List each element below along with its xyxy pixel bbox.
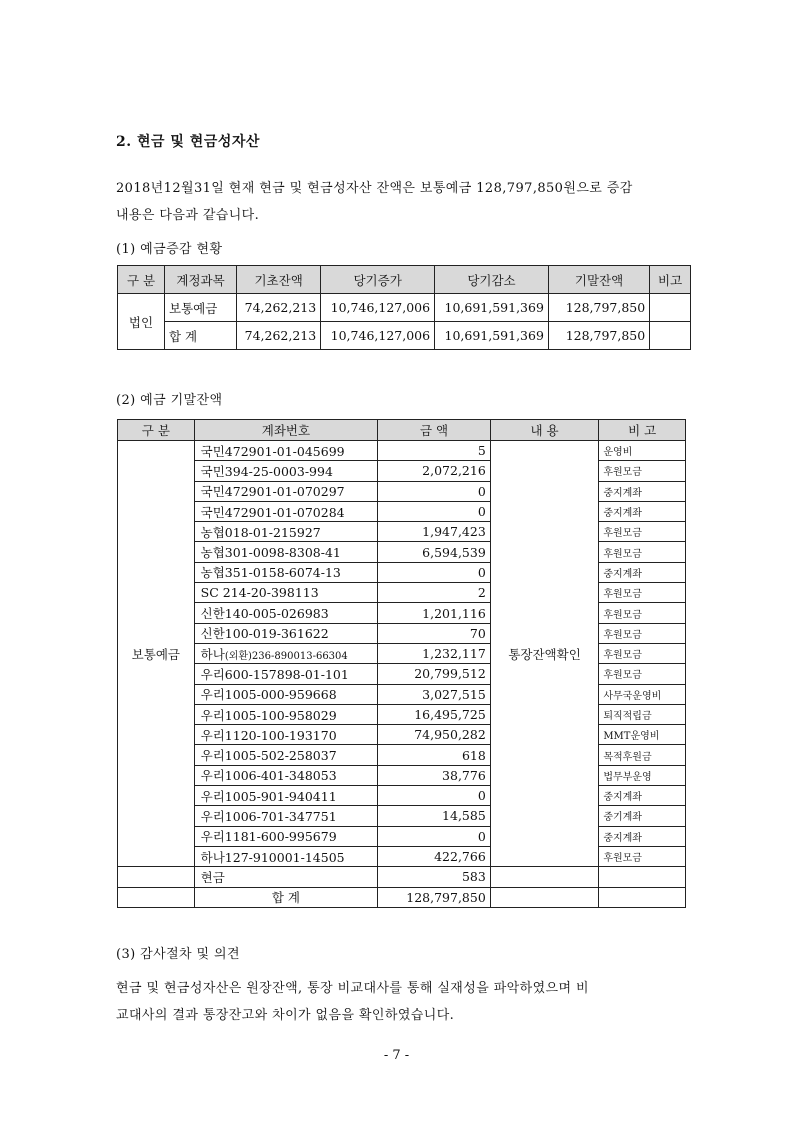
table-row (118, 562, 686, 582)
account-number-cell: 우리1005-901-940411 (194, 786, 378, 806)
empty-cell (118, 867, 195, 887)
decrease-cell: 10,691,591,369 (435, 294, 549, 322)
empty-cell (118, 887, 195, 907)
col-header-amount: 금 액 (378, 420, 491, 441)
amount-cell: 20,799,512 (378, 664, 491, 684)
table-row (118, 704, 686, 724)
account-number-cell: 신한100-019-361622 (194, 623, 378, 643)
note-cell: 후원모금 (599, 461, 686, 481)
account-number-cell: 우리1006-401-348053 (194, 765, 378, 785)
amount-cell: 0 (378, 786, 491, 806)
amount-cell: 0 (378, 826, 491, 846)
note-cell: 중지계좌 (599, 501, 686, 521)
note-cell (650, 322, 691, 350)
note-cell: 중기계좌 (599, 806, 686, 826)
note-cell: 후원모금 (599, 542, 686, 562)
amount-cell: 0 (378, 501, 491, 521)
table-row (118, 786, 686, 806)
amount-cell: 6,594,539 (378, 542, 491, 562)
account-number-cell: 하나127-910001-14505 (194, 846, 378, 866)
account-number-cell: 우리1005-000-959668 (194, 684, 378, 704)
table-row (118, 481, 686, 501)
note-cell: 후원모금 (599, 846, 686, 866)
account-number-cell: 우리1005-502-258037 (194, 745, 378, 765)
col-header-content: 내 용 (490, 420, 599, 441)
table-row (118, 623, 686, 643)
total-row (118, 887, 686, 907)
table-row (118, 846, 686, 866)
cash-row (118, 867, 686, 887)
amount-cell: 1,232,117 (378, 643, 491, 663)
cash-amount: 583 (378, 867, 491, 887)
account-number-cell: SC 214-20-398113 (194, 583, 378, 603)
account-number-cell (194, 643, 378, 663)
opinion-line-1: 현금 및 현금성자산은 원장잔액, 통장 비교대사를 통해 실재성을 파악하였으며 비 (116, 981, 589, 996)
empty-cell (599, 887, 686, 907)
account-number-cell: 농협351-0158-6074-13 (194, 562, 378, 582)
increase-cell: 10,746,127,006 (321, 322, 435, 350)
group-label: 보통예금 (118, 441, 195, 867)
table-row (118, 461, 686, 481)
account-cell: 합 계 (165, 322, 237, 350)
intro-line-2: 내용은 다음과 같습니다. (116, 208, 260, 223)
table-row (118, 322, 691, 350)
table-row (118, 684, 686, 704)
opening-cell: 74,262,213 (237, 294, 321, 322)
table-row (118, 725, 686, 745)
account-number-cell: 우리1181-600-995679 (194, 826, 378, 846)
col-header-increase: 당기증가 (321, 266, 435, 294)
table-row (118, 542, 686, 562)
amount-cell: 5 (378, 441, 491, 461)
group-label: 법인 (118, 294, 165, 350)
account-number-cell: 우리600-157898-01-101 (194, 664, 378, 684)
amount-cell: 1,201,116 (378, 603, 491, 623)
deposit-change-table (117, 265, 691, 350)
subsection-1-title: (1) 예금증감 현황 (116, 242, 223, 257)
empty-cell (490, 867, 599, 887)
amount-cell: 74,950,282 (378, 725, 491, 745)
note-cell: MMT운영비 (599, 725, 686, 745)
table-row (118, 522, 686, 542)
amount-cell: 2 (378, 583, 491, 603)
table-row (118, 643, 686, 663)
opening-cell: 74,262,213 (237, 322, 321, 350)
empty-cell (490, 887, 599, 907)
amount-cell: 70 (378, 623, 491, 643)
note-cell: 중지계좌 (599, 481, 686, 501)
amount-cell: 618 (378, 745, 491, 765)
account-prefix: 하나 (200, 646, 225, 662)
account-number-cell: 우리1005-100-958029 (194, 704, 378, 724)
deposit-balance-table (117, 419, 686, 908)
col-header-account: 계정과목 (165, 266, 237, 294)
account-number-cell: 국민472901-01-070297 (194, 481, 378, 501)
account-number-cell: 국민394-25-0003-994 (194, 461, 378, 481)
total-label: 합 계 (194, 887, 378, 907)
note-cell: 중지계좌 (599, 826, 686, 846)
account-number-cell: 농협018-01-215927 (194, 522, 378, 542)
table-row (118, 826, 686, 846)
note-cell: 사무국운영비 (599, 684, 686, 704)
note-cell (650, 294, 691, 322)
note-cell: 후원모금 (599, 522, 686, 542)
table-header-row (118, 266, 691, 294)
account-suffix: (외환)236-890013-66304 (224, 650, 348, 662)
note-cell: 중지계좌 (599, 786, 686, 806)
amount-cell: 0 (378, 562, 491, 582)
empty-cell (599, 867, 686, 887)
table-header-row (118, 420, 686, 441)
col-header-opening: 기초잔액 (237, 266, 321, 294)
amount-cell: 38,776 (378, 765, 491, 785)
amount-cell: 14,585 (378, 806, 491, 826)
closing-cell: 128,797,850 (548, 294, 649, 322)
note-cell: 후원모금 (599, 603, 686, 623)
note-cell: 후원모금 (599, 643, 686, 663)
opinion-line-2: 교대사의 결과 통장잔고와 차이가 없음을 확인하였습니다. (116, 1008, 455, 1023)
col-header-category: 구 분 (118, 420, 195, 441)
content-label: 통장잔액확인 (490, 441, 599, 867)
table-row (118, 441, 686, 461)
amount-cell: 422,766 (378, 846, 491, 866)
account-number-cell: 신한140-005-026983 (194, 603, 378, 623)
note-cell: 후원모금 (599, 664, 686, 684)
amount-cell: 2,072,216 (378, 461, 491, 481)
account-number-cell: 농협301-0098-8308-41 (194, 542, 378, 562)
table-row (118, 664, 686, 684)
intro-line-1: 2018년12월31일 현재 현금 및 현금성자산 잔액은 보통예금 128,797,850원으로 증감 (116, 181, 633, 196)
subsection-2-title: (2) 예금 기말잔액 (116, 393, 223, 408)
table-row (118, 583, 686, 603)
table-row (118, 603, 686, 623)
amount-cell: 16,495,725 (378, 704, 491, 724)
col-header-note: 비 고 (599, 420, 686, 441)
account-number-cell: 우리1120-100-193170 (194, 725, 378, 745)
account-number-cell: 국민472901-01-045699 (194, 441, 378, 461)
table-row (118, 501, 686, 521)
amount-cell: 3,027,515 (378, 684, 491, 704)
account-number-cell: 국민472901-01-070284 (194, 501, 378, 521)
amount-cell: 0 (378, 481, 491, 501)
note-cell: 중지계좌 (599, 562, 686, 582)
col-header-closing: 기말잔액 (548, 266, 649, 294)
note-cell: 후원모금 (599, 623, 686, 643)
note-cell: 법무부운영 (599, 765, 686, 785)
total-amount: 128,797,850 (378, 887, 491, 907)
section-title: 2. 현금 및 현금성자산 (116, 134, 260, 150)
page-number: - 7 - (383, 1048, 410, 1063)
col-header-note: 비고 (650, 266, 691, 294)
account-cell: 보통예금 (165, 294, 237, 322)
cash-label: 현금 (194, 867, 378, 887)
decrease-cell: 10,691,591,369 (435, 322, 549, 350)
col-header-category: 구 분 (118, 266, 165, 294)
table-row (118, 765, 686, 785)
table-row (118, 294, 691, 322)
note-cell: 목적후원금 (599, 745, 686, 765)
amount-cell: 1,947,423 (378, 522, 491, 542)
note-cell: 후원모금 (599, 583, 686, 603)
table-row (118, 745, 686, 765)
col-header-decrease: 당기감소 (435, 266, 549, 294)
increase-cell: 10,746,127,006 (321, 294, 435, 322)
col-header-account-number: 계좌번호 (194, 420, 378, 441)
table-row (118, 806, 686, 826)
closing-cell: 128,797,850 (548, 322, 649, 350)
note-cell: 운영비 (599, 441, 686, 461)
account-number-cell: 우리1006-701-347751 (194, 806, 378, 826)
subsection-3-title: (3) 감사절차 및 의견 (116, 947, 240, 962)
note-cell: 퇴직적립금 (599, 704, 686, 724)
